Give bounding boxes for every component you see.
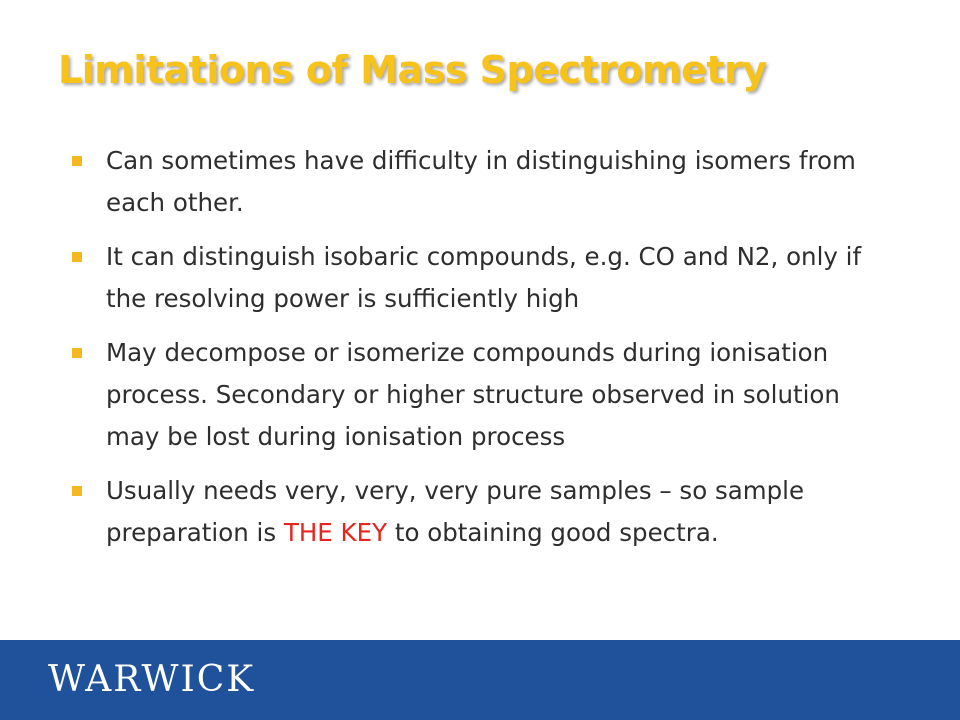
highlight-text: THE KEY (283, 518, 388, 547)
bullet-text: It can distinguish isobaric compounds, e.g. CO and N2, only if the resolving power is sufficiently high (106, 242, 862, 313)
bullet-text: May decompose or isomerize compounds during ionisation process. Secondary or higher structure observed in solution may be lost during ionisation process (106, 338, 840, 451)
bullet-item (72, 236, 898, 320)
bullet-text-before: Usually needs very, very, very pure samples – so sample preparation is (106, 476, 805, 547)
bullet-list (72, 140, 898, 566)
bullet-item (72, 332, 898, 458)
slide-title: Limitations of Mass Spectrometry (58, 48, 767, 92)
square-bullet-icon (72, 252, 82, 262)
bullet-text: Can sometimes have difficulty in distinguishing isomers from each other. (106, 146, 856, 217)
warwick-logo: WARWICK (48, 659, 256, 700)
bullet-item (72, 470, 898, 554)
bullet-item (72, 140, 898, 224)
square-bullet-icon (72, 486, 82, 496)
footer-bar (0, 640, 960, 720)
bullet-text-after: to obtaining good spectra. (387, 518, 719, 547)
square-bullet-icon (72, 156, 82, 166)
square-bullet-icon (72, 348, 82, 358)
